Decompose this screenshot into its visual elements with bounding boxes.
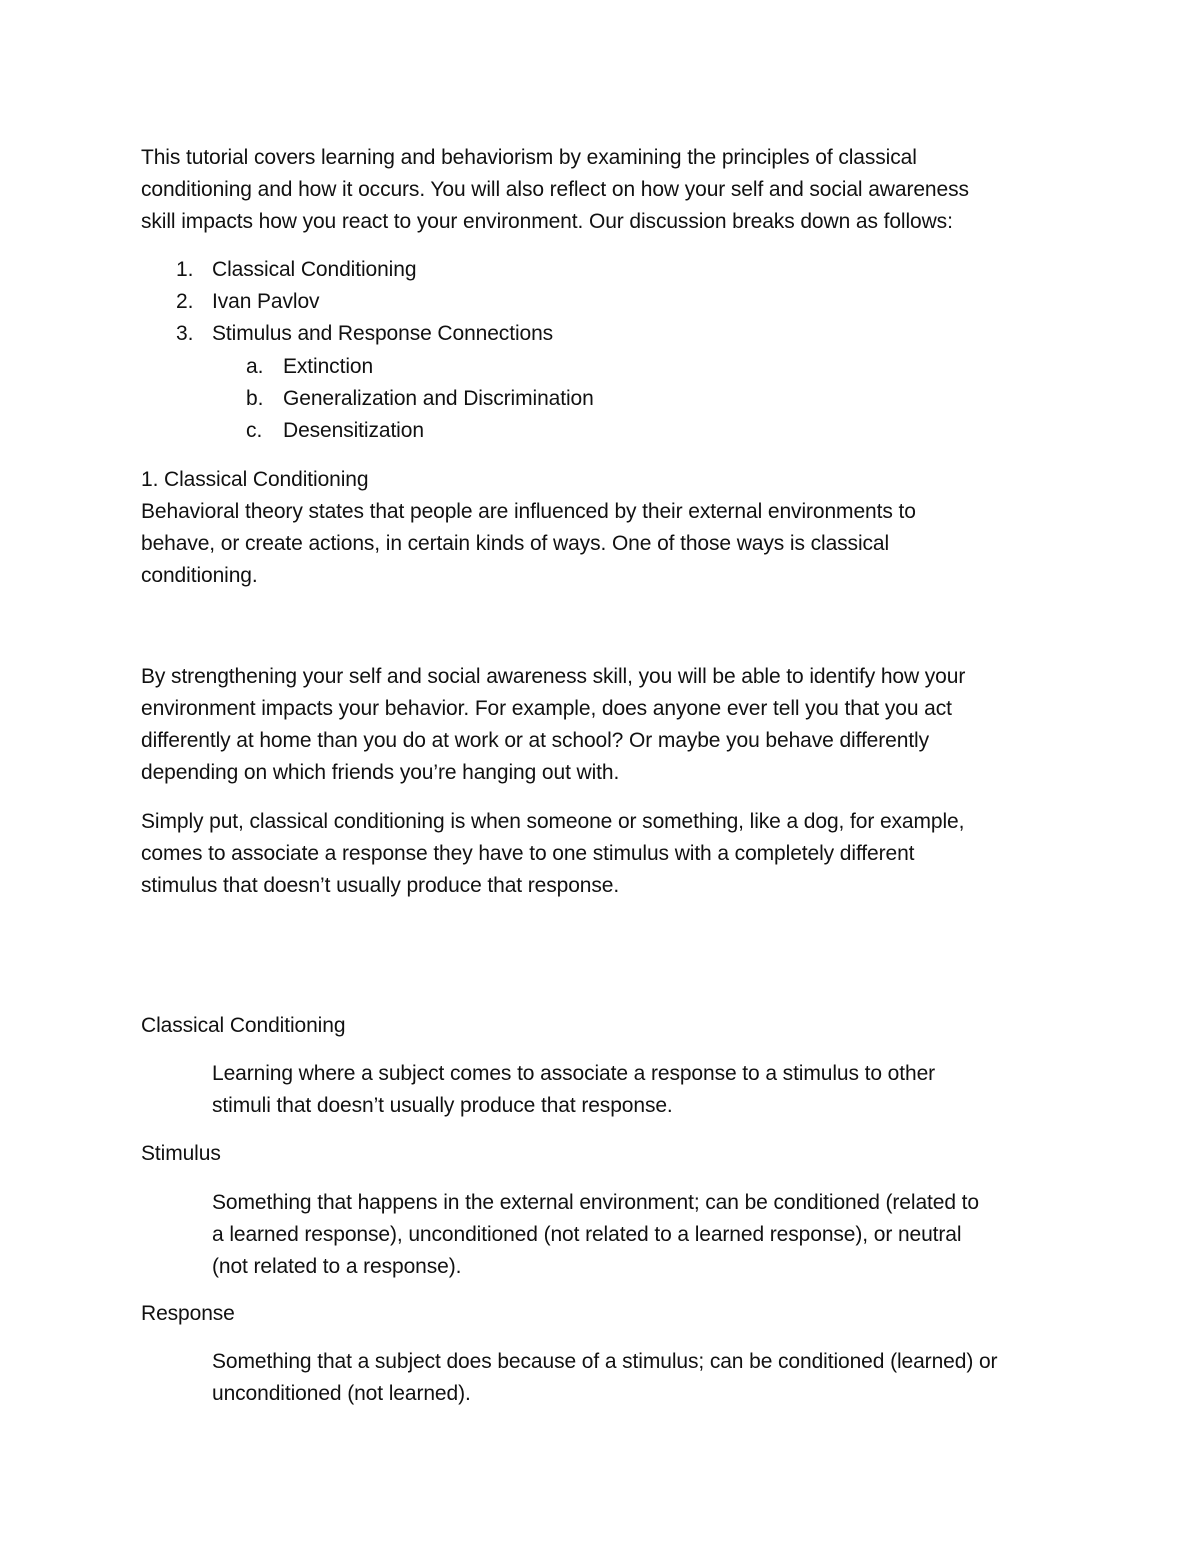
glossary-definition-line: Something that happens in the external environment; can be conditioned (related to [212, 1191, 979, 1214]
outline-subnumber-a: a. [246, 355, 264, 378]
glossary-definition-line: unconditioned (not learned). [212, 1382, 471, 1405]
section-para1-line-3: conditioning. [141, 564, 258, 587]
outline-subitem-a: Extinction [283, 355, 374, 378]
outline-item-3: Stimulus and Response Connections [212, 322, 554, 345]
glossary-definition-line: a learned response), unconditioned (not related to a learned response), or neutral [212, 1223, 962, 1246]
glossary-term-response: Response [141, 1302, 235, 1325]
section-para2-line-1: By strengthening your self and social awareness skill, you will be able to identify how your [141, 665, 966, 688]
intro-line-1: This tutorial covers learning and behaviorism by examining the principles of classical [141, 146, 917, 169]
section-para3-line-2: comes to associate a response they have to one stimulus with a completely different [141, 842, 915, 865]
outline-subitem-b: Generalization and Discrimination [283, 387, 594, 410]
section-para2-line-4: depending on which friends you’re hanging out with. [141, 761, 620, 784]
glossary-definition-line: Something that a subject does because of a stimulus; can be conditioned (learned) or [212, 1350, 998, 1373]
outline-item-1: Classical Conditioning [212, 258, 417, 281]
glossary-definition-line: stimuli that doesn’t usually produce that response. [212, 1094, 673, 1117]
outline-subitem-c: Desensitization [283, 419, 424, 442]
section-para2-line-2: environment impacts your behavior. For example, does anyone ever tell you that you act [141, 697, 952, 720]
outline-number-3: 3. [176, 322, 194, 345]
glossary-definition-line: (not related to a response). [212, 1255, 462, 1278]
section-para3-line-3: stimulus that doesn’t usually produce that response. [141, 874, 620, 897]
outline-subnumber-b: b. [246, 387, 264, 410]
section-para1-line-2: behave, or create actions, in certain kinds of ways. One of those ways is classical [141, 532, 890, 555]
intro-line-2: conditioning and how it occurs. You will also reflect on how your self and social awareness [141, 178, 969, 201]
glossary-term-classical-conditioning: Classical Conditioning [141, 1014, 346, 1037]
section-heading: 1. Classical Conditioning [141, 468, 369, 491]
glossary-definition-line: Learning where a subject comes to associate a response to a stimulus to other [212, 1062, 936, 1085]
glossary-term-stimulus: Stimulus [141, 1142, 221, 1165]
outline-subnumber-c: c. [246, 419, 263, 442]
section-para2-line-3: differently at home than you do at work or at school? Or maybe you behave differently [141, 729, 930, 752]
section-para1-line-1: Behavioral theory states that people are influenced by their external environments to [141, 500, 916, 523]
outline-item-2: Ivan Pavlov [212, 290, 320, 313]
intro-line-3: skill impacts how you react to your environment. Our discussion breaks down as follows: [141, 210, 953, 233]
outline-number-2: 2. [176, 290, 194, 313]
section-para3-line-1: Simply put, classical conditioning is when someone or something, like a dog, for example, [141, 810, 965, 833]
outline-number-1: 1. [176, 258, 194, 281]
